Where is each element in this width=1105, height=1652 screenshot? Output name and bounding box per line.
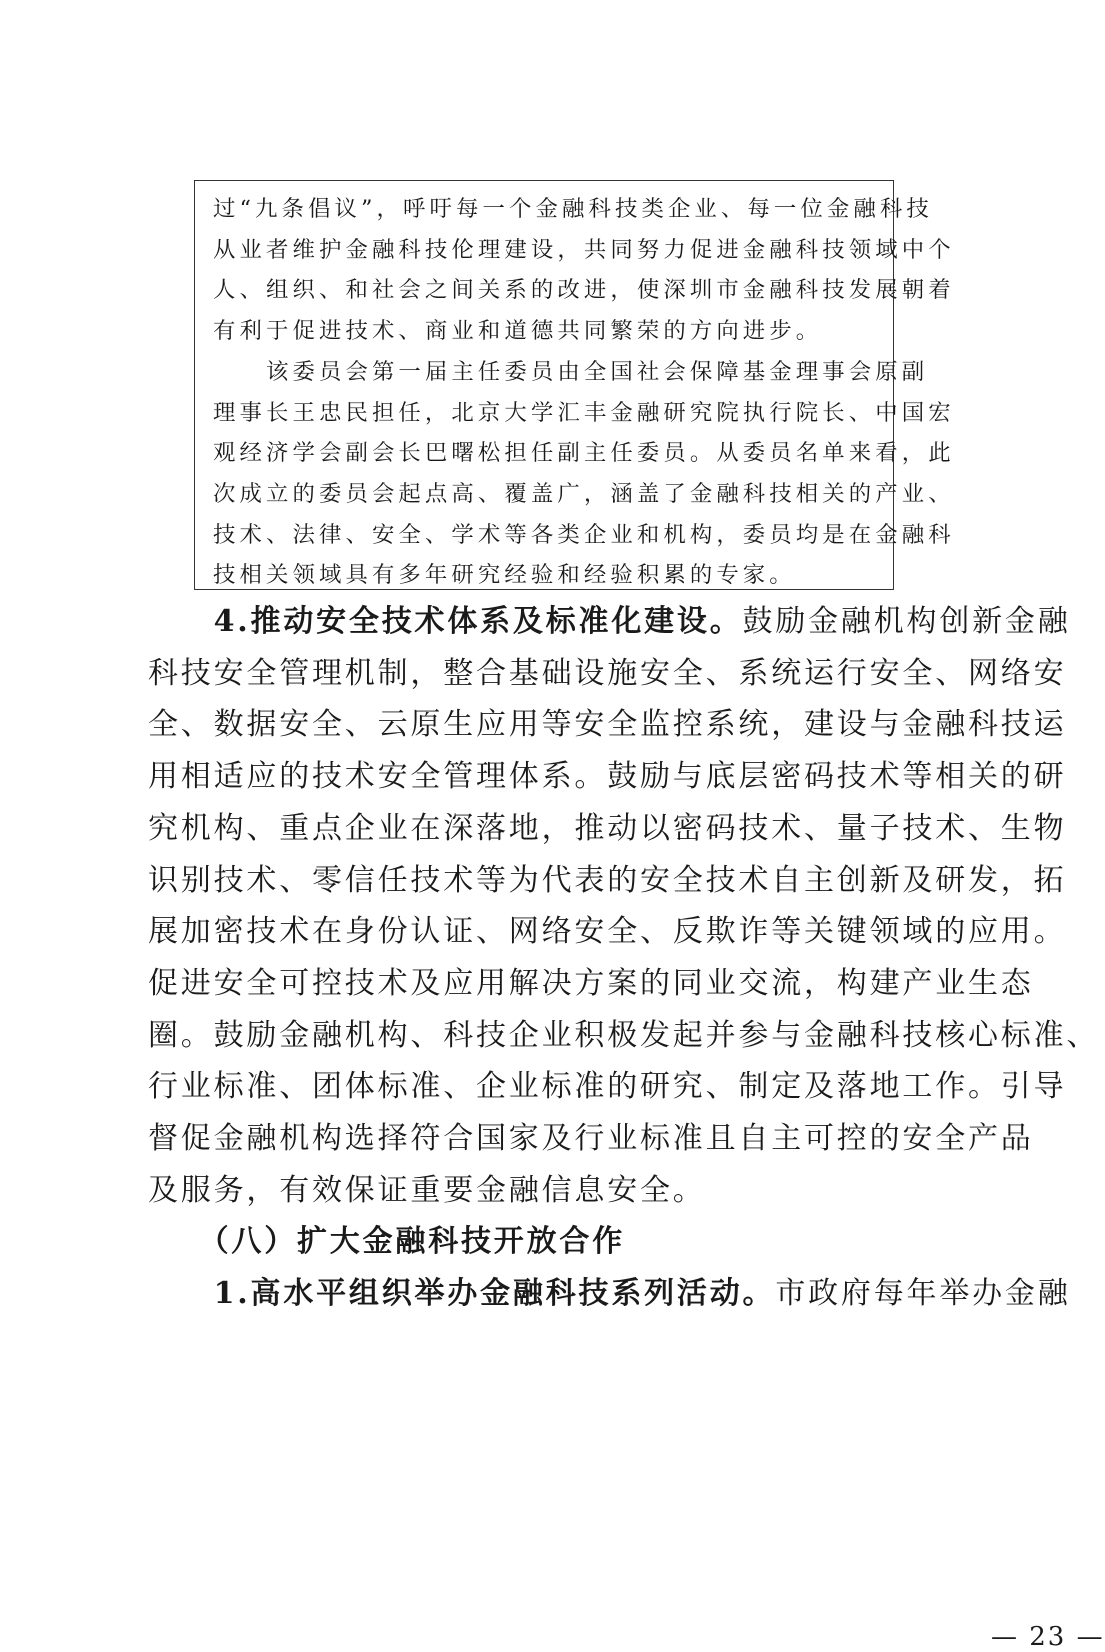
page-number: — 23 — <box>991 1622 1105 1652</box>
section8-heading-line <box>148 1216 948 1268</box>
body-line: 市政府每年举办金融 <box>775 1276 1071 1312</box>
section8-heading: （八）扩大金融科技开放合作 <box>213 1224 626 1260</box>
box-line: 人、组织、和社会之间关系的改进，使深圳市金融科技发展朝着 <box>213 277 955 304</box>
item1-heading: 1.高水平组织举办金融科技系列活动。 <box>213 1276 776 1312</box>
body-line: 用相适应的技术安全管理体系。鼓励与底层密码技术等相关的研 <box>148 759 1067 795</box>
box-line: 技术、法律、安全、学术等各类企业和机构，委员均是在金融科 <box>213 521 955 548</box>
body-line: 圈。鼓励金融机构、科技企业积极发起并参与金融科技核心标准、 <box>148 1017 1100 1053</box>
box-line: 从业者维护金融科技伦理建设，共同努力促进金融科技领域中个 <box>213 236 955 263</box>
body-line: 督促金融机构选择符合国家及行业标准且自主可控的安全产品 <box>148 1121 1034 1157</box>
box-line: 有利于促进技术、商业和道德共同繁荣的方向进步。 <box>213 318 823 345</box>
section4-heading: 4.推动安全技术体系及标准化建设。 <box>213 604 743 639</box>
box-line: 次成立的委员会起点高、覆盖广，涵盖了金融科技相关的产业、 <box>213 480 955 507</box>
section4-first-line <box>148 596 1071 648</box>
box-line: 观经济学会副会长巴曙松担任副主任委员。从委员名单来看，此 <box>213 440 955 467</box>
body-line: 识别技术、零信任技术等为代表的安全技术自主创新及研发，拓 <box>148 862 1067 898</box>
body-line: 展加密技术在身份认证、网络安全、反欺诈等关键领域的应用。 <box>148 914 1067 950</box>
box-line: 该委员会第一届主任委员由全国社会保障基金理事会原副 <box>213 358 929 385</box>
body-line: 促进安全可控技术及应用解决方案的同业交流，构建产业生态 <box>148 965 1034 1001</box>
boxed-callout <box>194 180 955 590</box>
body-line: 全、数据安全、云原生应用等安全监控系统，建设与金融科技运 <box>148 707 1067 743</box>
box-line: 技相关领域具有多年研究经验和经验积累的专家。 <box>213 562 796 589</box>
body-line: 究机构、重点企业在深落地，推动以密码技术、量子技术、生物 <box>148 810 1067 846</box>
main-text <box>148 596 1105 1652</box>
item1-line <box>148 1268 1071 1320</box>
box-line: 过“九条倡议”，呼吁每一个金融科技类企业、每一位金融科技 <box>213 196 933 222</box>
body-line: 及服务，有效保证重要金融信息安全。 <box>148 1172 706 1208</box>
body-line: 鼓励金融机构创新金融 <box>742 604 1071 639</box>
box-line: 理事长王忠民担任，北京大学汇丰金融研究院执行院长、中国宏 <box>213 399 955 426</box>
body-line: 行业标准、团体标准、企业标准的研究、制定及落地工作。引导 <box>148 1069 1067 1105</box>
body-line: 科技安全管理机制，整合基础设施安全、系统运行安全、网络安 <box>148 655 1067 691</box>
